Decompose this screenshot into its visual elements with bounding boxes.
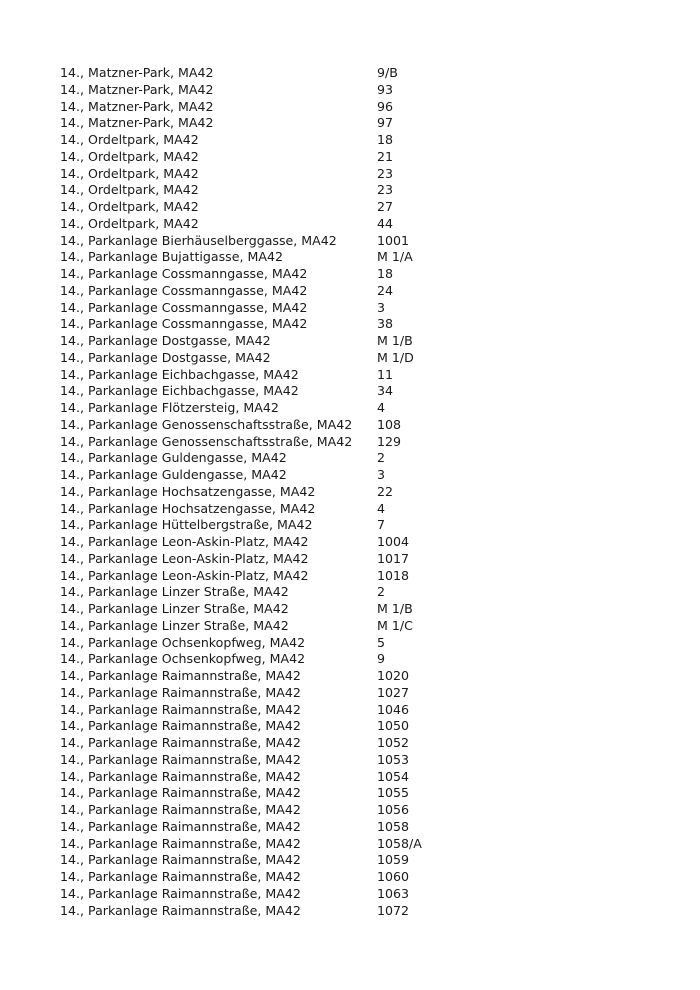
- park-name: 14., Parkanlage Raimannstraße, MA42: [60, 785, 301, 801]
- park-number: 1001: [377, 232, 410, 248]
- list-row: [60, 551, 660, 568]
- list-row: [60, 350, 660, 367]
- park-name: 14., Parkanlage Leon-Askin-Platz, MA42: [60, 567, 309, 583]
- park-number: 97: [377, 115, 394, 131]
- park-number: 2: [377, 450, 386, 466]
- list-row: [60, 635, 660, 652]
- list-row: [60, 199, 660, 216]
- list-row: [60, 534, 660, 551]
- park-name: 14., Parkanlage Leon-Askin-Platz, MA42: [60, 534, 309, 549]
- park-name: 14., Parkanlage Guldengasse, MA42: [60, 450, 287, 466]
- park-name: 14., Parkanlage Ochsenkopfweg, MA42: [60, 651, 306, 667]
- list-row: [60, 484, 660, 501]
- list-row: [60, 266, 660, 283]
- park-name: 14., Parkanlage Hüttelbergstraße, MA42: [60, 517, 313, 533]
- park-name: 14., Parkanlage Flötzersteig, MA42: [60, 400, 279, 415]
- park-number: M 1/C: [377, 617, 413, 633]
- park-number: 1055: [377, 785, 410, 801]
- park-name: 14., Parkanlage Raimannstraße, MA42: [60, 668, 301, 683]
- park-number: 23: [377, 165, 394, 181]
- park-name: 14., Parkanlage Raimannstraße, MA42: [60, 701, 301, 717]
- park-number: 27: [377, 199, 394, 214]
- park-name: 14., Ordeltpark, MA42: [60, 182, 199, 198]
- park-number: 44: [377, 215, 394, 231]
- park-name: 14., Parkanlage Bujattigasse, MA42: [60, 249, 283, 265]
- list-row: [60, 450, 660, 467]
- park-number: M 1/B: [377, 601, 413, 616]
- list-row: [60, 65, 660, 82]
- list-row: [60, 249, 660, 266]
- list-row: [60, 333, 660, 350]
- park-name: 14., Parkanlage Guldengasse, MA42: [60, 467, 287, 482]
- park-number: 3: [377, 467, 386, 482]
- park-name: 14., Parkanlage Cossmanngasse, MA42: [60, 299, 308, 315]
- park-number: 93: [377, 81, 394, 97]
- park-number: 1063: [377, 885, 410, 901]
- park-name: 14., Parkanlage Linzer Straße, MA42: [60, 617, 289, 633]
- park-name: 14., Parkanlage Eichbachgasse, MA42: [60, 383, 299, 399]
- list-row: [60, 166, 660, 183]
- park-name: 14., Parkanlage Hochsatzengasse, MA42: [60, 500, 316, 516]
- list-row: [60, 434, 660, 451]
- park-name: 14., Ordeltpark, MA42: [60, 132, 199, 147]
- park-name: 14., Parkanlage Raimannstraße, MA42: [60, 751, 301, 767]
- list-row: [60, 752, 660, 769]
- park-number: M 1/D: [377, 349, 414, 365]
- list-row: [60, 501, 660, 518]
- park-number: 1053: [377, 751, 410, 767]
- park-number: 1058: [377, 818, 410, 834]
- park-number: 1027: [377, 684, 410, 700]
- park-list: [60, 65, 660, 919]
- park-name: 14., Parkanlage Raimannstraße, MA42: [60, 735, 301, 750]
- park-name: 14., Parkanlage Raimannstraße, MA42: [60, 768, 301, 784]
- list-row: [60, 886, 660, 903]
- park-number: M 1/A: [377, 249, 413, 265]
- park-name: 14., Parkanlage Genossenschaftsstraße, MA42: [60, 416, 353, 432]
- park-name: 14., Parkanlage Eichbachgasse, MA42: [60, 366, 299, 382]
- list-row: [60, 316, 660, 333]
- park-number: M 1/B: [377, 333, 413, 348]
- list-row: [60, 668, 660, 685]
- park-number: 1050: [377, 718, 410, 734]
- park-name: 14., Parkanlage Dostgasse, MA42: [60, 333, 271, 348]
- park-name: 14., Ordeltpark, MA42: [60, 148, 199, 164]
- list-row: [60, 785, 660, 802]
- park-number: 129: [377, 433, 402, 449]
- park-name: 14., Parkanlage Raimannstraße, MA42: [60, 718, 301, 734]
- list-row: [60, 283, 660, 300]
- park-name: 14., Parkanlage Linzer Straße, MA42: [60, 601, 289, 616]
- list-row: [60, 718, 660, 735]
- list-row: [60, 149, 660, 166]
- list-row: [60, 568, 660, 585]
- park-name: 14., Parkanlage Raimannstraße, MA42: [60, 818, 301, 834]
- park-name: 14., Parkanlage Raimannstraße, MA42: [60, 902, 301, 918]
- list-row: [60, 216, 660, 233]
- park-name: 14., Ordeltpark, MA42: [60, 215, 199, 231]
- list-row: [60, 702, 660, 719]
- park-number: 1020: [377, 668, 410, 683]
- park-number: 11: [377, 366, 394, 382]
- park-name: 14., Parkanlage Linzer Straße, MA42: [60, 584, 289, 600]
- list-row: [60, 685, 660, 702]
- list-row: [60, 869, 660, 886]
- park-name: 14., Parkanlage Raimannstraße, MA42: [60, 869, 301, 884]
- park-name: 14., Parkanlage Cossmanngasse, MA42: [60, 316, 308, 332]
- park-name: 14., Parkanlage Raimannstraße, MA42: [60, 885, 301, 901]
- park-number: 1060: [377, 869, 410, 884]
- park-number: 5: [377, 634, 386, 650]
- park-name: 14., Matzner-Park, MA42: [60, 81, 214, 97]
- list-row: [60, 651, 660, 668]
- list-row: [60, 367, 660, 384]
- park-name: 14., Matzner-Park, MA42: [60, 65, 214, 80]
- list-row: [60, 517, 660, 534]
- park-name: 14., Parkanlage Ochsenkopfweg, MA42: [60, 634, 306, 650]
- list-row: [60, 852, 660, 869]
- list-row: [60, 300, 660, 317]
- list-row: [60, 233, 660, 250]
- list-row: [60, 903, 660, 920]
- list-row: [60, 132, 660, 149]
- park-name: 14., Parkanlage Leon-Askin-Platz, MA42: [60, 550, 309, 566]
- list-row: [60, 417, 660, 434]
- park-number: 9: [377, 651, 386, 667]
- list-row: [60, 584, 660, 601]
- park-number: 21: [377, 148, 394, 164]
- park-number: 1046: [377, 701, 410, 717]
- park-name: 14., Parkanlage Raimannstraße, MA42: [60, 684, 301, 700]
- park-number: 9/B: [377, 65, 398, 80]
- park-number: 1056: [377, 802, 410, 817]
- park-number: 4: [377, 400, 386, 415]
- park-number: 96: [377, 98, 394, 114]
- park-name: 14., Parkanlage Raimannstraße, MA42: [60, 802, 301, 817]
- list-row: [60, 802, 660, 819]
- park-number: 1059: [377, 852, 410, 868]
- list-row: [60, 82, 660, 99]
- list-row: [60, 383, 660, 400]
- list-row: [60, 601, 660, 618]
- park-number: 2: [377, 584, 386, 600]
- park-name: 14., Parkanlage Raimannstraße, MA42: [60, 852, 301, 868]
- park-name: 14., Parkanlage Dostgasse, MA42: [60, 349, 271, 365]
- list-row: [60, 618, 660, 635]
- park-number: 24: [377, 282, 394, 298]
- list-row: [60, 400, 660, 417]
- park-name: 14., Parkanlage Cossmanngasse, MA42: [60, 266, 308, 281]
- list-row: [60, 735, 660, 752]
- list-row: [60, 819, 660, 836]
- park-number: 1018: [377, 567, 410, 583]
- park-name: 14., Matzner-Park, MA42: [60, 115, 214, 131]
- list-row: [60, 99, 660, 116]
- park-number: 1004: [377, 534, 410, 549]
- park-name: 14., Parkanlage Bierhäuselberggasse, MA42: [60, 232, 337, 248]
- park-number: 38: [377, 316, 394, 332]
- list-row: [60, 769, 660, 786]
- park-number: 1052: [377, 735, 410, 750]
- park-number: 1058/A: [377, 835, 422, 851]
- park-name: 14., Parkanlage Genossenschaftsstraße, MA42: [60, 433, 353, 449]
- park-number: 108: [377, 416, 402, 432]
- list-row: [60, 467, 660, 484]
- park-number: 18: [377, 266, 394, 281]
- park-number: 3: [377, 299, 386, 315]
- park-name: 14., Ordeltpark, MA42: [60, 165, 199, 181]
- park-number: 18: [377, 132, 394, 147]
- park-number: 4: [377, 500, 386, 516]
- park-name: 14., Ordeltpark, MA42: [60, 199, 199, 214]
- park-number: 22: [377, 483, 394, 499]
- park-name: 14., Parkanlage Hochsatzengasse, MA42: [60, 483, 316, 499]
- park-number: 7: [377, 517, 386, 533]
- park-name: 14., Parkanlage Cossmanngasse, MA42: [60, 282, 308, 298]
- list-row: [60, 182, 660, 199]
- park-number: 1017: [377, 550, 410, 566]
- list-row: [60, 115, 660, 132]
- park-number: 1072: [377, 902, 410, 918]
- park-number: 1054: [377, 768, 410, 784]
- park-number: 23: [377, 182, 394, 198]
- list-row: [60, 836, 660, 853]
- park-name: 14., Parkanlage Raimannstraße, MA42: [60, 835, 301, 851]
- park-number: 34: [377, 383, 394, 399]
- park-name: 14., Matzner-Park, MA42: [60, 98, 214, 114]
